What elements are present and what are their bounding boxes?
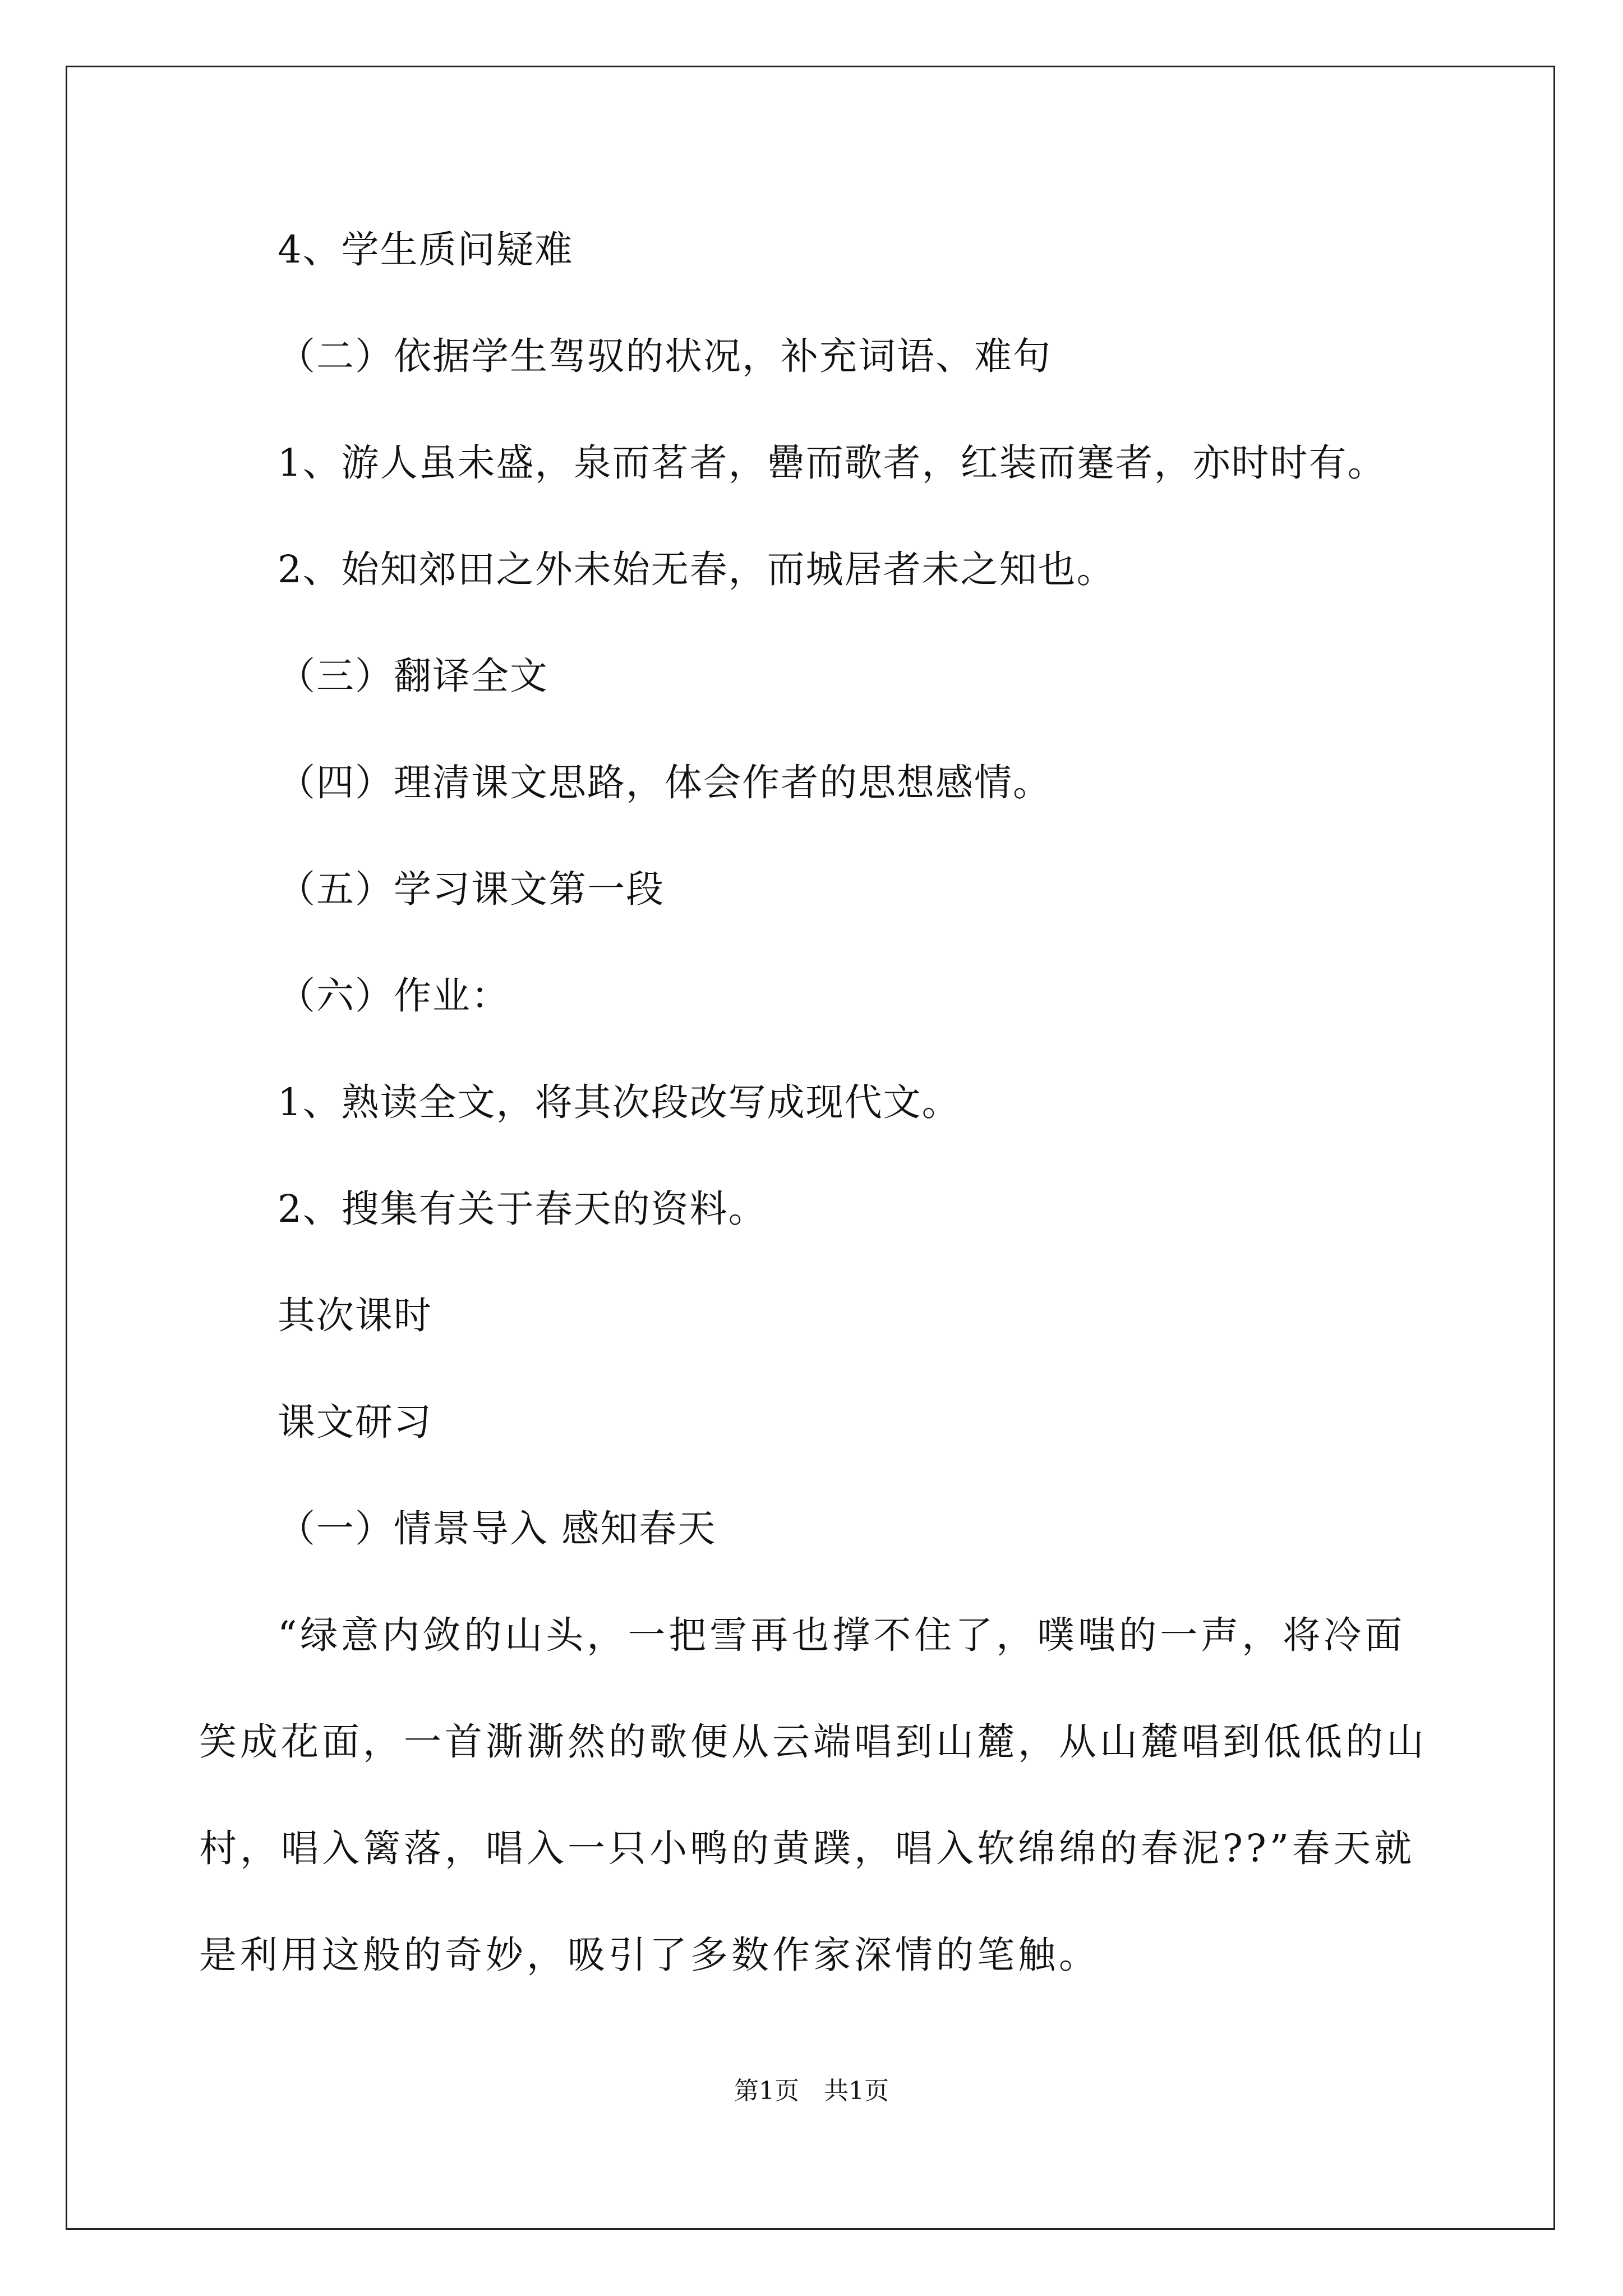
text-line: 其次课时	[278, 1294, 432, 1337]
text-line: （三）翻译全文	[278, 654, 548, 698]
text-line: 1、熟读全文，将其次段改写成现代文。	[278, 1080, 961, 1124]
text-line: （六）作业：	[278, 974, 510, 1018]
text-line: 1、游人虽未盛，泉而茗者，罍而歌者，红装而蹇者，亦时时有。	[278, 441, 1386, 485]
paragraph-line: 笑成花面，一首澌澌然的歌便从云端唱到山麓，从山麓唱到低低的山	[199, 1720, 1427, 1764]
page-footer: 第1页 共1页	[734, 2077, 889, 2105]
page-border	[66, 66, 1555, 2230]
text-line: （一）情景导入 感知春天	[278, 1507, 717, 1550]
paragraph-line: 村，唱入篱落，唱入一只小鸭的黄蹼，唱入软绵绵的春泥??”春天就	[199, 1826, 1415, 1870]
text-line: 2、搜集有关于春天的资料。	[278, 1187, 767, 1231]
text-line: （五）学习课文第一段	[278, 867, 665, 911]
text-line: （二）依据学生驾驭的状况，补充词语、难句	[278, 334, 1052, 378]
paragraph-line: “绿意内敛的山头，一把雪再也撑不住了，噗嗤的一声，将冷面	[278, 1613, 1406, 1657]
text-line: 课文研习	[278, 1400, 432, 1444]
paragraph-line: 是利用这般的奇妙，吸引了多数作家深情的笔触。	[199, 1933, 1100, 1977]
text-line: 4、学生质问疑难	[278, 228, 574, 272]
text-line: 2、始知郊田之外未始无春，而城居者未之知也。	[278, 547, 1115, 591]
text-line: （四）理清课文思路，体会作者的思想感情。	[278, 761, 1052, 804]
